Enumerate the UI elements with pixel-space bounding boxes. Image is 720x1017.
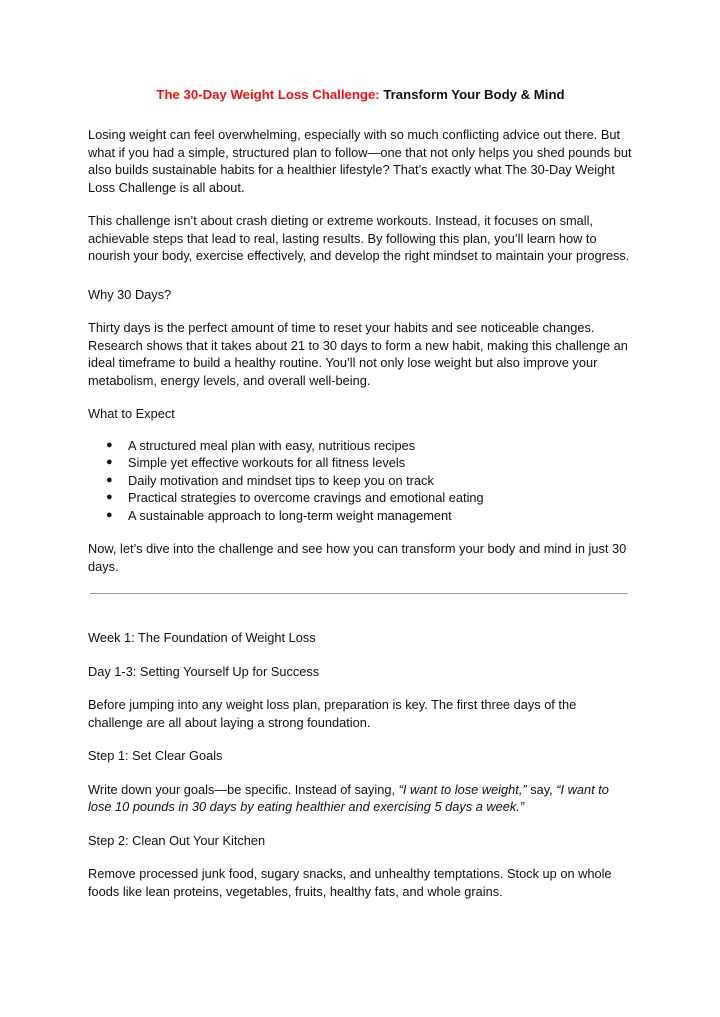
list-item [106, 489, 633, 507]
bullet-icon: ● [106, 456, 113, 468]
step1-text-a: Write down your goals—be specific. Instead of saying, [88, 781, 399, 797]
expect-list [88, 437, 633, 525]
list-item-text: Practical strategies to overcome cravings and emotional eating [128, 490, 484, 505]
expect-closing-paragraph: Now, let’s dive into the challenge and see how you can transform your body and mind in just 30 days. [88, 541, 627, 574]
step2-paragraph: Remove processed junk food, sugary snacks, and unhealthy temptations. Stock up on whole foods like lean proteins, vegetables, fruits, healthy fats, and whole grains. [88, 866, 612, 899]
document-body [88, 86, 633, 916]
step1-quote-b: “I want to lose 10 pounds in 30 days by eating healthier and exercising 5 days a week.” [88, 781, 609, 814]
intro-paragraph-1: Losing weight can feel overwhelming, especially with so much conflicting advice out there. But what if you had a simple, structured plan to follow—one that not only helps you shed pounds but also builds sustainable habits for a healthier lifestyle? That’s exactly what The 30-Day Weight Loss Challenge is all about. [88, 127, 632, 195]
list-item [106, 507, 633, 525]
step2-heading: Step 2: Clean Out Your Kitchen [88, 832, 266, 848]
why-paragraph: Thirty days is the perfect amount of time to reset your habits and see noticeable changes. Research shows that it takes about 21 to 30 days to form a new habit, making this challenge an ideal timeframe to build a healthy routine. You’ll not only lose weight but also improve your metabolism, energy levels, and overall well-being. [88, 320, 628, 388]
expect-heading: What to Expect [88, 406, 175, 421]
day1-3-heading: Day 1-3: Setting Yourself Up for Success [88, 663, 320, 679]
step1-text-b: say, [526, 781, 557, 797]
step1-heading: Step 1: Set Clear Goals [88, 748, 223, 763]
bullet-icon: ● [106, 438, 113, 451]
day1-3-paragraph: Before jumping into any weight loss plan, preparation is key. The first three days of the challenge are all about laying a strong foundation. [88, 697, 577, 730]
why-heading: Why 30 Days? [88, 286, 172, 302]
step1-quote-a: “I want to lose weight,” [398, 781, 527, 797]
bullet-icon: ● [106, 508, 113, 521]
intro-paragraph-2: This challenge isn’t about crash dieting or extreme workouts. Instead, it focuses on small, achievable steps that lead to real, lasting results. By following this plan, you’ll learn how to nourish your body, exercise effectively, and develop the right mindset to maintain your progress. [88, 213, 630, 263]
horizontal-divider [90, 593, 628, 594]
list-item-text: Simple yet effective workouts for all fitness levels [128, 455, 406, 470]
bullet-icon: ● [106, 473, 113, 486]
title-highlight: The 30-Day Weight Loss Challenge: [156, 87, 380, 102]
title-subtitle: Transform Your Body & Mind [379, 87, 565, 102]
list-item-text: A sustainable approach to long-term weight management [128, 507, 452, 523]
list-item [106, 437, 633, 455]
week1-heading: Week 1: The Foundation of Weight Loss [88, 630, 316, 645]
list-item [106, 472, 633, 490]
bullet-icon: ● [106, 491, 113, 503]
list-item [106, 454, 633, 472]
list-item-text: Daily motivation and mindset tips to keep you on track [128, 472, 434, 488]
step1-paragraph [88, 781, 633, 816]
list-item-text: A structured meal plan with easy, nutritious recipes [128, 437, 416, 453]
page-title [88, 86, 633, 104]
